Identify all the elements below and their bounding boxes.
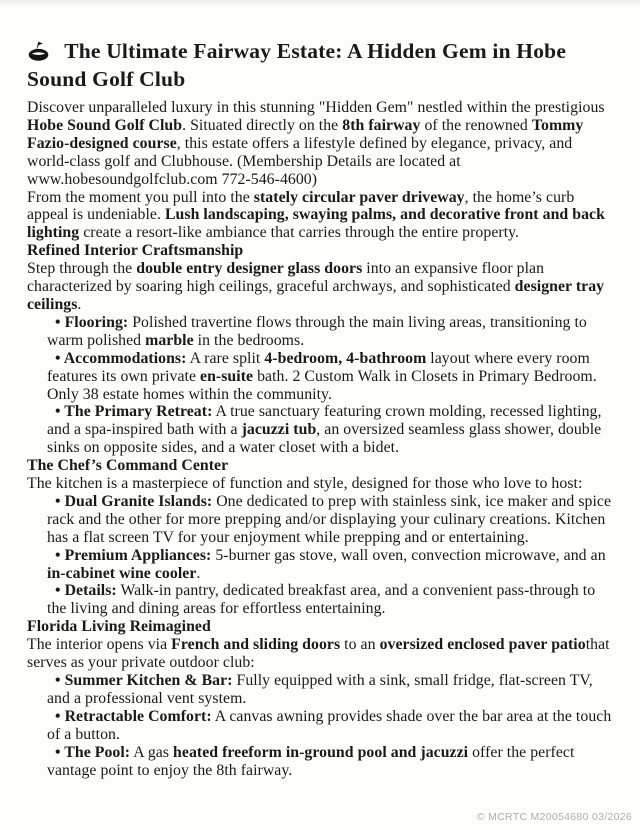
text-run: that serves as your private outdoor club: [27, 636, 610, 672]
text-run: , this estate offers a lifestyle defined by elegance, privacy, and world-class golf and Clubhouse. (Membership Details are located at www.hobesoundgolfclub.com 772-546-4600) [27, 134, 573, 188]
text-run: layout where every room features its own private [47, 349, 590, 385]
bold-run: The Chef’s Command Center [27, 457, 229, 475]
bold-run: stately circular paver driveway [253, 188, 465, 206]
text-run: . Situated directly on the [182, 116, 343, 134]
text-run: , the home’s curb appeal is undeniable. [27, 188, 575, 224]
section-heading [27, 242, 614, 260]
bold-run: 8th fairway [342, 116, 421, 134]
text-run: A canvas awning provides shade over the bar area at the touch of a button. [47, 707, 612, 743]
paragraph [27, 99, 614, 189]
bullet-item [27, 582, 614, 618]
text-run: to an [340, 636, 380, 654]
bold-run: • Flooring: [55, 313, 129, 331]
bold-run: • Summer Kitchen & Bar: [55, 672, 233, 689]
text-run: One dedicated to prep with stainless sink, ice maker and spice rack and the other for more prepping and/or displaying your culinary creations. Kitchen has a flat screen TV for your enjoyment while prepping and or entertaining. [47, 492, 612, 546]
bold-run: Refined Interior Craftsmanship [27, 242, 244, 260]
text-run: 5-burner gas stove, wall oven, convection microwave, and an [211, 546, 606, 564]
text-run: into an expansive floor plan characterized by soaring high ceilings, graceful archways, and sophisticated [27, 260, 545, 296]
document-body [27, 99, 614, 779]
text-run: A gas [130, 743, 174, 761]
bold-run: 4-bedroom, 4-bathroom [264, 349, 427, 367]
bold-run: Hobe Sound Golf Club [27, 116, 183, 134]
text-run: The interior opens via [27, 636, 172, 654]
bullet-item [27, 350, 614, 404]
bold-run: en-suite [200, 367, 254, 385]
bold-run: • The Primary Retreat: [55, 403, 213, 421]
bold-run: • Retractable Comfort: [55, 707, 212, 725]
text-run: create a resort-like ambiance that carries through the entire property. [79, 224, 520, 242]
bold-run: jacuzzi tub [241, 421, 317, 439]
text-run: , an oversized seamless glass shower, double sinks on opposite sides, and a water closet with a bidet. [47, 421, 602, 457]
page-title [27, 37, 614, 93]
bold-run: • Accommodations: [55, 349, 187, 367]
page-title-text: The Ultimate Fairway Estate: A Hidden Gem in Hobe Sound Golf Club [27, 39, 567, 91]
paragraph [27, 636, 614, 672]
text-run: Discover unparalleled luxury in this stunning "Hidden Gem" nestled within the prestigious [27, 99, 605, 116]
paragraph [27, 189, 614, 243]
text-run: The kitchen is a masterpiece of function and style, designed for those who love to host: [27, 475, 583, 493]
golf-hole-flag-icon [27, 40, 52, 60]
bullet-item [27, 493, 614, 547]
bold-run: in-cabinet wine cooler [47, 564, 197, 582]
bold-run: oversized enclosed paver patio [379, 636, 586, 654]
text-run: Fully equipped with a sink, small fridge, flat-screen TV, and a professional vent system. [47, 672, 593, 707]
footer-stamp: © MCRTC M20054680 03/2026 [476, 811, 632, 823]
text-run: in the bedrooms. [193, 331, 305, 349]
text-run: Step through the [27, 260, 137, 278]
bullet-item [27, 403, 614, 457]
bullet-item [27, 672, 614, 708]
bold-run: Florida Living Reimagined [27, 618, 211, 636]
text-run: From the moment you pull into the [27, 188, 254, 206]
bold-run: • Premium Appliances: [55, 546, 212, 564]
bullet-item [27, 744, 614, 780]
text-run: A true sanctuary featuring crown molding, recessed lighting, and a spa-inspired bath with a [47, 403, 602, 439]
paragraph [27, 475, 614, 493]
text-run: Polished travertine flows through the main living areas, transitioning to warm polished [47, 313, 587, 349]
text-run: of the renowned [420, 116, 532, 134]
bold-run: • The Pool: [55, 743, 131, 761]
section-heading [27, 618, 614, 636]
section-heading [27, 457, 614, 475]
bold-run: double entry designer glass doors [136, 260, 363, 278]
bold-run: French and sliding doors [171, 636, 341, 654]
paragraph [27, 260, 614, 314]
bold-run: • Details: [55, 582, 117, 600]
text-run: bath. 2 Custom Walk in Closets in Primary Bedroom. Only 38 estate homes within the community. [47, 367, 597, 403]
text-run: offer the perfect vantage point to enjoy the 8th fairway. [47, 743, 575, 779]
bullet-item [27, 547, 614, 583]
text-run: . [196, 564, 201, 582]
bold-run: • Dual Granite Islands: [55, 492, 213, 510]
text-run: A rare split [186, 349, 265, 367]
bullet-item [27, 314, 614, 350]
bold-run: designer tray ceilings [27, 278, 605, 313]
bullet-item [27, 708, 614, 744]
bold-run: Tommy Fazio-designed course [27, 116, 584, 152]
bold-run: Lush landscaping, swaying palms, and decorative front and back lighting [27, 206, 605, 242]
bold-run: marble [145, 331, 194, 349]
bold-run: heated freeform in-ground pool and jacuzzi [173, 743, 469, 761]
text-run: Walk-in pantry, dedicated breakfast area, and a convenient pass-through to the living and dining areas for effortless entertaining. [47, 582, 596, 618]
text-run: . [77, 295, 82, 313]
